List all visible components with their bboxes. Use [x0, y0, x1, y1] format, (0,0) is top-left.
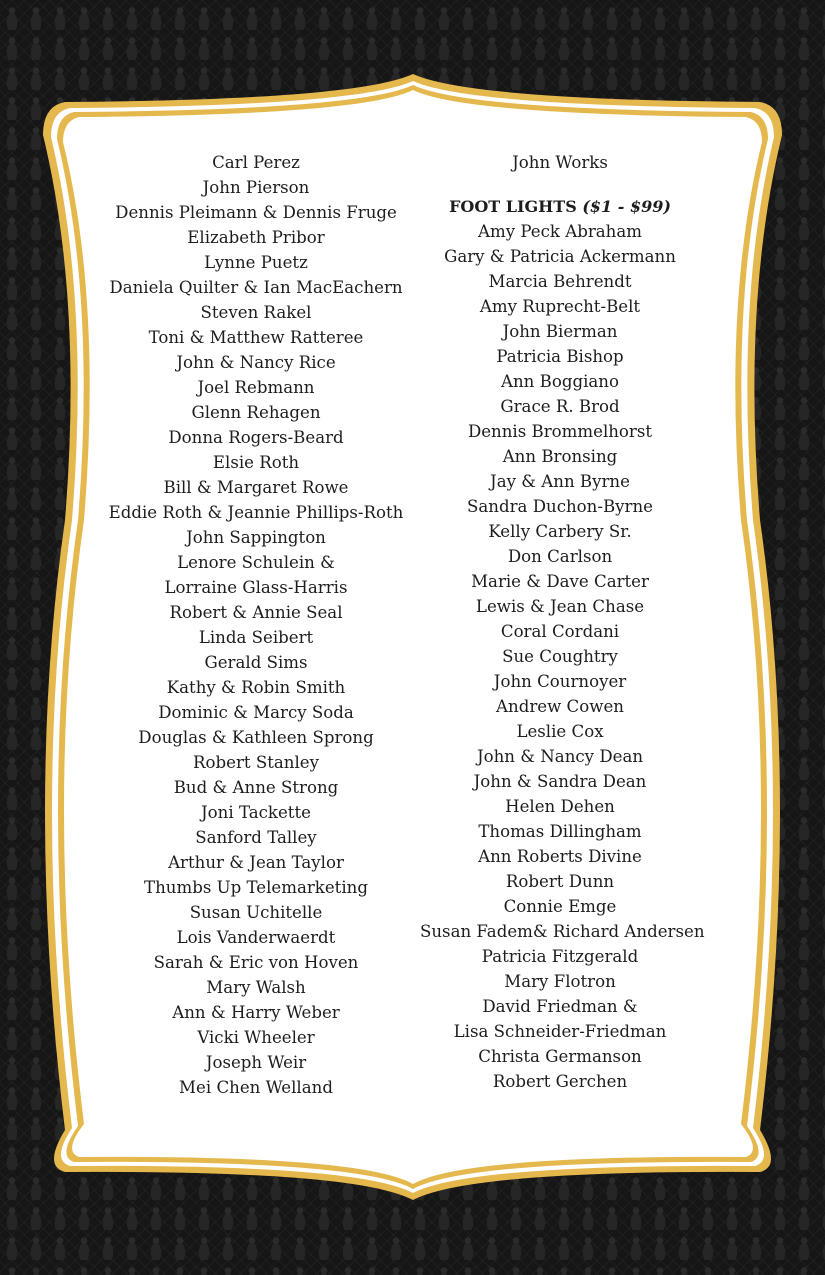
- donor-name: Gerald Sims: [204, 653, 308, 672]
- donor-name: Ann & Harry Weber: [172, 1003, 340, 1022]
- donor-name: Joni Tackette: [201, 803, 311, 822]
- section-range: ($1 - $99): [582, 197, 671, 216]
- donor-name: Susan Fadem& Richard Andersen: [420, 922, 705, 941]
- donor-name: Ann Roberts Divine: [478, 847, 642, 866]
- donor-name: Elsie Roth: [212, 453, 300, 472]
- donor-name: Mei Chen Welland: [179, 1078, 333, 1097]
- donor-name: Robert Stanley: [193, 753, 319, 772]
- donor-name: Dennis Brommelhorst: [467, 422, 653, 441]
- donor-name: Elizabeth Pribor: [187, 228, 325, 247]
- donor-name: Marcia Behrendt: [488, 272, 632, 291]
- donor-name: Glenn Rehagen: [191, 403, 321, 422]
- donor-name: Lorraine Glass-Harris: [164, 578, 348, 597]
- donor-name: Ann Boggiano: [501, 372, 619, 391]
- donor-name: Bill & Margaret Rowe: [163, 478, 349, 497]
- donor-name: John Cournoyer: [493, 672, 627, 691]
- donor-name: Dominic & Marcy Soda: [158, 703, 354, 722]
- donor-name: Thomas Dillingham: [478, 822, 642, 841]
- donor-name: Donna Rogers-Beard: [168, 428, 344, 447]
- donor-name: Lisa Schneider-Friedman: [453, 1022, 667, 1041]
- donor-list-left: [106, 150, 406, 1100]
- donor-name: Robert Gerchen: [492, 1072, 628, 1091]
- donor-name: Lynne Puetz: [204, 253, 308, 272]
- donor-name: Sue Coughtry: [502, 647, 618, 666]
- section-title: FOOT LIGHTS: [449, 197, 577, 216]
- donor-name: Helen Dehen: [505, 797, 615, 816]
- donor-name: Coral Cordani: [500, 622, 620, 641]
- donor-name: Carl Perez: [212, 153, 300, 172]
- donor-list-right: [420, 150, 705, 1094]
- donor-name: Toni & Matthew Ratteree: [148, 328, 364, 347]
- donor-name: Lewis & Jean Chase: [475, 597, 645, 616]
- donor-name: John Bierman: [502, 322, 618, 341]
- donor-name: Patricia Fitzgerald: [481, 947, 639, 966]
- donor-name: Dennis Pleimann & Dennis Fruge: [115, 203, 397, 222]
- donor-name: Douglas & Kathleen Sprong: [138, 728, 374, 747]
- donor-name: John & Sandra Dean: [473, 772, 647, 791]
- donor-name: John Sappington: [186, 528, 326, 547]
- donor-name: Lois Vanderwaerdt: [176, 928, 336, 947]
- donor-name: John Pierson: [202, 178, 310, 197]
- donor-name: Mary Flotron: [504, 972, 616, 991]
- donor-name: Grace R. Brod: [500, 397, 620, 416]
- donor-name: David Friedman &: [482, 997, 638, 1016]
- donor-name: John & Nancy Rice: [176, 353, 336, 372]
- donor-name: Amy Ruprecht-Belt: [479, 297, 641, 316]
- donor-list-right-continued: [420, 150, 700, 175]
- donor-name: Sandra Duchon-Byrne: [467, 497, 653, 516]
- donor-name: Joel Rebmann: [197, 378, 315, 397]
- donor-name: Andrew Cowen: [496, 697, 624, 716]
- donor-name: Bud & Anne Strong: [173, 778, 339, 797]
- donor-name: Susan Uchitelle: [189, 903, 323, 922]
- donor-name: Linda Seibert: [198, 628, 314, 647]
- donor-name: Don Carlson: [507, 547, 613, 566]
- donor-name: Amy Peck Abraham: [478, 222, 642, 241]
- donor-name: Sanford Talley: [195, 828, 317, 847]
- donor-name: Arthur & Jean Taylor: [168, 853, 344, 872]
- foot-lights-donors: [420, 219, 705, 1094]
- donor-name: Robert & Annie Seal: [169, 603, 343, 622]
- donor-name: John & Nancy Dean: [476, 747, 644, 766]
- donor-name: Lenore Schulein &: [177, 553, 335, 572]
- donor-name: Eddie Roth & Jeannie Phillips-Roth: [108, 503, 404, 522]
- donor-name: Gary & Patricia Ackermann: [444, 247, 676, 266]
- donor-name: Kelly Carbery Sr.: [488, 522, 632, 541]
- donor-name: Robert Dunn: [505, 872, 615, 891]
- donor-name: Connie Emge: [503, 897, 617, 916]
- donor-name: Thumbs Up Telemarketing: [144, 878, 368, 897]
- donor-name: Christa Germanson: [478, 1047, 642, 1066]
- donor-name: Daniela Quilter & Ian MacEachern: [109, 278, 403, 297]
- foot-lights-heading: [420, 194, 700, 219]
- donor-name: Leslie Cox: [516, 722, 604, 741]
- donor-name: Joseph Weir: [205, 1053, 307, 1072]
- donor-name: Marie & Dave Carter: [471, 572, 649, 591]
- donor-name: John Works: [512, 153, 608, 172]
- donor-name: Vicki Wheeler: [197, 1028, 315, 1047]
- donor-name: Sarah & Eric von Hoven: [153, 953, 359, 972]
- donor-name: Patricia Bishop: [496, 347, 624, 366]
- donor-name: Ann Bronsing: [502, 447, 618, 466]
- donor-name: Steven Rakel: [200, 303, 312, 322]
- donor-name: Mary Walsh: [206, 978, 306, 997]
- donor-name: Kathy & Robin Smith: [166, 678, 346, 697]
- donor-name: Jay & Ann Byrne: [490, 472, 630, 491]
